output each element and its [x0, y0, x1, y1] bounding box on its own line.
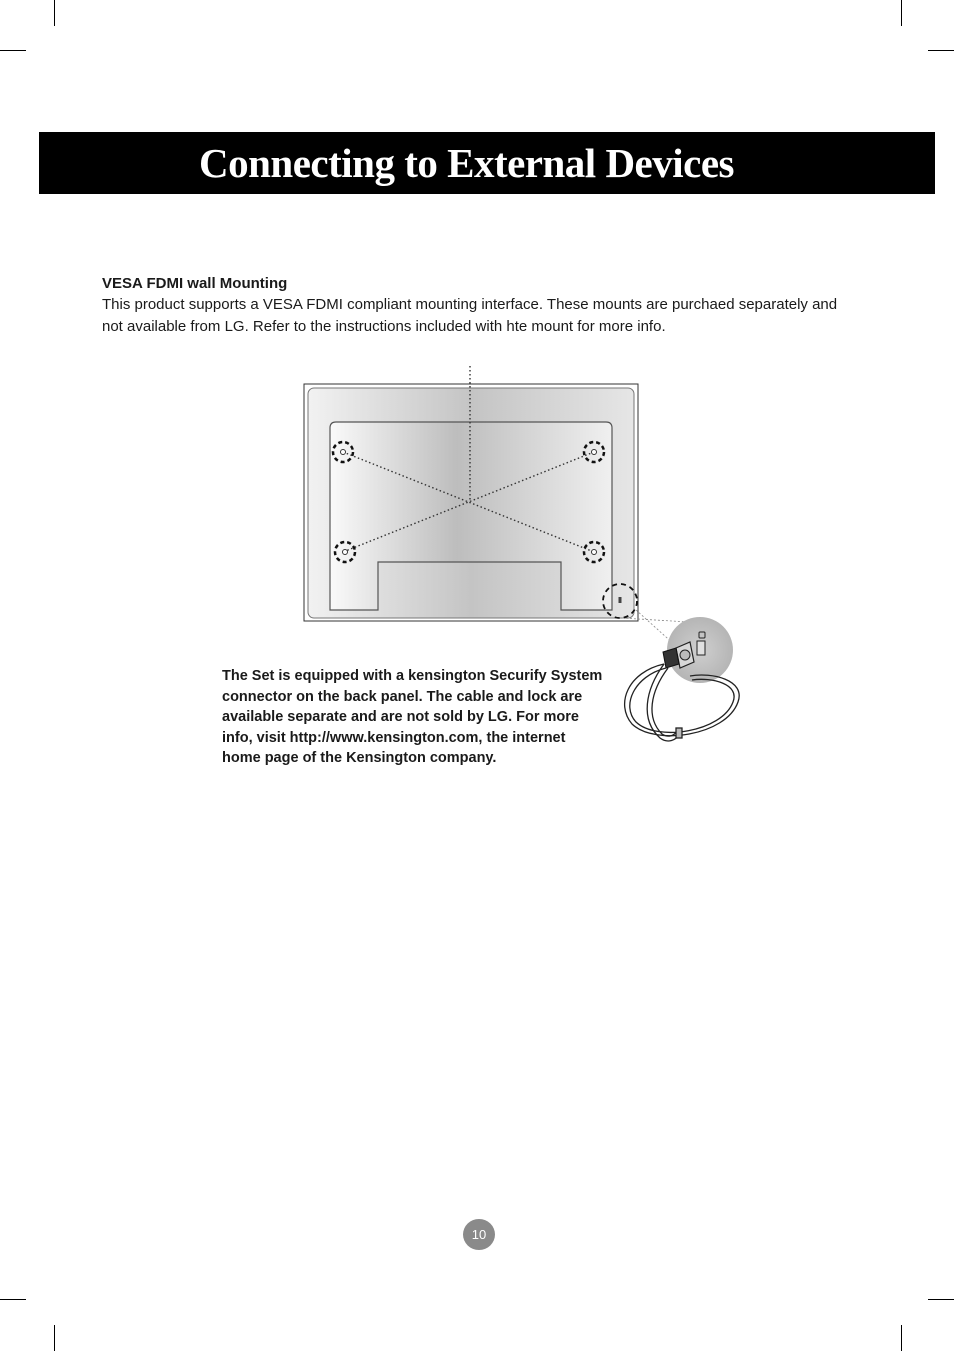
- section-body: This product supports a VESA FDMI compliant mounting interface. These mounts are purchaed separately and not available from LG. Refer to the instructions included with hte mount for more info.: [102, 296, 838, 335]
- page-number-badge: 10: [463, 1219, 495, 1250]
- kensington-lock-icon: [663, 617, 733, 683]
- monitor-back-panel-icon: [304, 384, 638, 621]
- section-heading: VESA FDMI wall Mounting: [102, 275, 288, 292]
- page-title: Connecting to External Devices: [199, 140, 734, 186]
- kensington-note: The Set is equipped with a kensington Securify System connector on the back panel. The cable and lock are available separate and are not sold by LG. For more info, visit http://www.kensington.com, the internet home page of the Kensington company.: [222, 668, 603, 766]
